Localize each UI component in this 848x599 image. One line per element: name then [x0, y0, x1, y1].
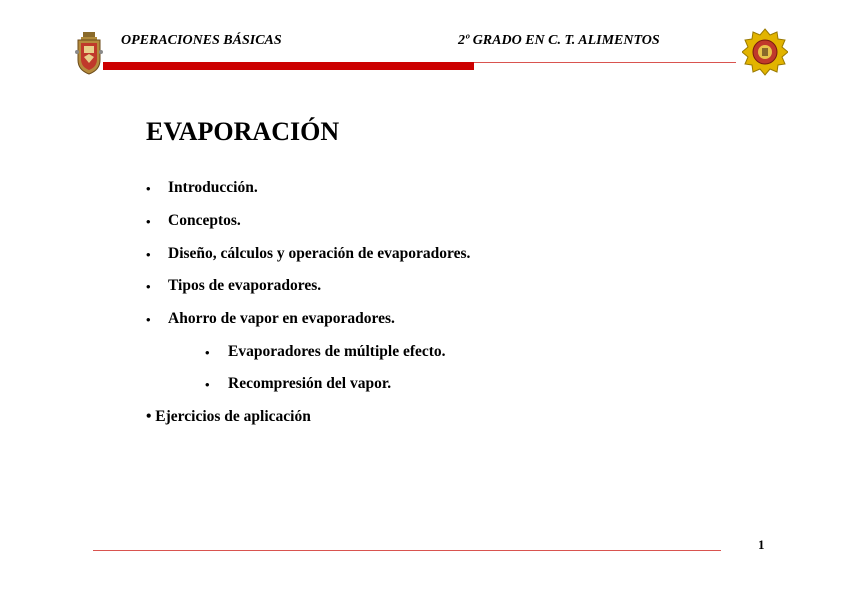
header-divider-thin — [474, 62, 736, 63]
bullet-icon: • — [146, 181, 151, 196]
university-seal-icon — [742, 27, 788, 79]
header-divider-thick — [103, 62, 474, 70]
sub-list-item: Recompresión del vapor. — [228, 375, 392, 392]
list-item: Diseño, cálculos y operación de evaporadores. — [168, 245, 471, 262]
slide-title: EVAPORACIÓN — [146, 117, 340, 146]
list-item-exercises: • Ejercicios de aplicación — [146, 408, 311, 425]
bullet-icon: • — [205, 345, 210, 360]
footer-divider — [93, 550, 721, 551]
list-item: Ahorro de vapor en evaporadores. — [168, 310, 395, 327]
header-course-title: OPERACIONES BÁSICAS — [121, 33, 282, 48]
list-item: Introducción. — [168, 179, 258, 196]
sub-list-item: Evaporadores de múltiple efecto. — [228, 343, 446, 360]
bullet-icon: • — [146, 214, 151, 229]
coat-of-arms-icon — [74, 30, 104, 76]
bullet-icon: • — [146, 279, 151, 294]
bullet-icon: • — [146, 247, 151, 262]
list-item: Tipos de evaporadores. — [168, 277, 322, 294]
bullet-icon: • — [146, 312, 151, 327]
header-degree-title: 2º GRADO EN C. T. ALIMENTOS — [458, 33, 660, 48]
bullet-icon: • — [205, 377, 210, 392]
page-number: 1 — [758, 537, 765, 552]
list-item: Conceptos. — [168, 212, 241, 229]
